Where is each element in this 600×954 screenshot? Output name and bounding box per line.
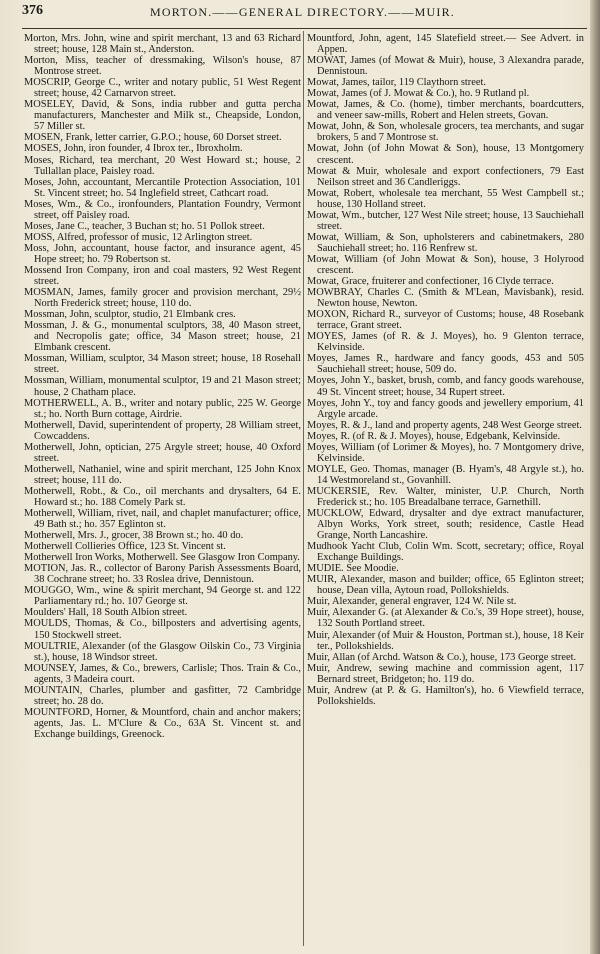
directory-entry: MOSEN, Frank, letter carrier, G.P.O.; house, 60 Dorset street.: [24, 132, 282, 144]
directory-entry: MOUNSEY, James, & Co., brewers, Carlisle; Thos. Train & Co., agents, 3 Madeira court.: [24, 662, 301, 685]
directory-entry: Moyes, James R., hardware and fancy goods, 453 and 505 Sauchiehall street; house, 509 do.: [307, 353, 584, 376]
directory-entry: Motherwell, David, superintendent of property, 28 William street, Cowcaddens.: [24, 419, 301, 442]
directory-entry: Moses, Richard, tea merchant, 20 West Howard st.; house, 2 Tullallan place, Paisley road.: [24, 154, 301, 177]
directory-entry: Mowat & Muir, wholesale and export confectioners, 79 East Neilson street and 36 Candleriggs.: [307, 165, 584, 188]
directory-entry: MOSS, Alfred, professor of music, 12 Arlington street.: [24, 231, 253, 243]
running-title: MORTON.——GENERAL DIRECTORY.——MUIR.: [150, 5, 455, 19]
directory-entry: MOYES, James (of R. & J. Moyes), ho. 9 Glenton terrace, Kelvinside.: [307, 331, 584, 354]
directory-entry: Mowat, Grace, fruiterer and confectioner, 16 Clyde terrace.: [307, 276, 554, 288]
directory-entry: Mossman, John, sculptor, studio, 21 Elmbank cres.: [24, 309, 236, 321]
directory-entry: Moyes, R. & J., land and property agents, 248 West George street.: [307, 419, 582, 431]
directory-entry: MUCKERSIE, Rev. Walter, minister, U.P. Church, North Frederick st.; ho. 105 Breadalbane terrace, Garnethill.: [307, 485, 584, 508]
directory-entry: Mowat, James (of J. Mowat & Co.), ho. 9 Rutland pl.: [307, 88, 530, 100]
directory-entry: Morton, Miss, teacher of dressmaking, Wilson's house, 87 Montrose street.: [24, 55, 301, 78]
book-spine-edge: [590, 0, 600, 954]
directory-entry: Mossman, William, monumental sculptor, 19 and 21 Mason street; house, 2 Chatham place.: [24, 375, 301, 398]
directory-entry: Motherwell, William, rivet, nail, and chaplet manufacturer; office, 49 Bath st.; ho. 357 Eglinton st.: [24, 508, 301, 531]
directory-entry: MOYLE, Geo. Thomas, manager (B. Hyam's, 48 Argyle st.), ho. 14 Westmoreland st., Govanhill.: [307, 463, 584, 486]
directory-entry: Mudhook Yacht Club, Colin Wm. Scott, secretary; office, Royal Exchange Buildings.: [307, 541, 584, 564]
directory-entry: Motherwell, John, optician, 275 Argyle street; house, 40 Oxford street.: [24, 441, 301, 464]
directory-entry: MOSCRIP, George C., writer and notary public, 51 West Regent street; house, 42 Carnarvon street.: [24, 77, 301, 100]
page-header: [22, 3, 587, 25]
directory-entry: Muir, Alexander (of Muir & Houston, Portman st.), house, 18 Keir ter., Pollokshields.: [307, 629, 584, 652]
directory-entry: Mossman, J. & G., monumental sculptors, 38, 40 Mason street, and Necropolis gate; office, 34 Mason street; house, 21 Elmbank crescent.: [24, 320, 301, 354]
directory-entry: Mossend Iron Company, iron and coal masters, 92 West Regent street.: [24, 264, 301, 288]
directory-entry: Moses, Jane C., teacher, 3 Buchan st; ho. 51 Pollok street.: [24, 220, 265, 232]
directory-entry: Muir, Allan (of Archd. Watson & Co.), house, 173 George street.: [307, 651, 577, 663]
directory-entry: Morton, Mrs. John, wine and spirit merchant, 13 and 63 Richard street; house, 128 Main st., Anderston.: [24, 33, 301, 56]
directory-entry: Muir, Andrew (at P. & G. Hamilton's), ho. 6 Viewfield terrace, Pollokshields.: [307, 684, 584, 707]
directory-entry: Mountford, John, agent, 145 Slatefield street.— See Advert. in Appen.: [307, 33, 584, 56]
directory-entry: Motherwell Collieries Office, 123 St. Vincent st.: [24, 541, 226, 553]
directory-entry: Moyes, William (of Lorimer & Moyes), ho. 7 Montgomery drive, Kelvinside.: [307, 441, 584, 464]
directory-entry: MOWBRAY, Charles C. (Smith & M'Lean, Mavisbank), resid. Newton house, Newton.: [307, 287, 584, 310]
directory-entry: Mowat, John, & Son, wholesale grocers, tea merchants, and sugar brokers, 5 and 7 Montrose st.: [307, 121, 584, 144]
directory-entry: Motherwell, Mrs. J., grocer, 38 Brown st.; ho. 40 do.: [24, 530, 244, 542]
directory-entry: MOTION, Jas. R., collector of Barony Parish Assessments Board, 38 Cochrane street; ho. 33 Roslea drive, Dennistoun.: [24, 563, 301, 586]
directory-entry: MOSELEY, David, & Sons, india rubber and gutta percha manufacturers, Manchester and Milk st., Cheapside, London, 57 Miller st.: [24, 99, 301, 133]
directory-entry: MOWAT, James (of Mowat & Muir), house, 3 Alexandra parade, Dennistoun.: [307, 55, 584, 78]
directory-entry: Moyes, John Y., basket, brush, comb, and fancy goods warehouse, 49 St. Vincent street; house, 34 Rupert street.: [307, 375, 584, 398]
directory-entry: Mowat, Wm., butcher, 127 West Nile street; house, 13 Sauchiehall street.: [307, 209, 584, 232]
directory-entry: Mossman, William, sculptor, 34 Mason street; house, 18 Rosehall street.: [24, 353, 301, 376]
header-rule: [22, 28, 587, 29]
directory-entry: Mowat, James, & Co. (home), timber merchants, boardcutters, and veneer saw-mills, Robert and Helen streets, Govan.: [307, 99, 584, 122]
directory-entry: Muir, Andrew, sewing machine and commission agent, 117 Bernard street, Bridgeton; ho. 119 do.: [307, 662, 584, 685]
right-column: [307, 33, 584, 948]
left-column: [24, 33, 301, 948]
directory-entry: MUDIE. See Moodie.: [307, 563, 399, 575]
directory-entry: Mowat, William (of John Mowat & Son), house, 3 Holyrood crescent.: [307, 253, 584, 276]
directory-entry: MOUNTFORD, Horner, & Mountford, chain and anchor makers; agents, Jas. L. M'Clure & Co., 63A St. Vincent st. and Exchange buildings, Greenock.: [24, 706, 301, 740]
directory-entry: Mowat, Robert, wholesale tea merchant, 55 West Campbell st.; house, 130 Holland street.: [307, 187, 584, 210]
directory-entry: Moses, Wm., & Co., ironfounders, Plantation Foundry, Vermont street, off Paisley road.: [24, 198, 301, 221]
directory-entry: MOSES, John, iron founder, 4 Ibrox ter., Ibroxholm.: [24, 143, 243, 155]
directory-entry: Moses, John, accountant, Mercantile Protection Association, 101 St. Vincent street; ho. 54 Inglefield street, Cathcart road.: [24, 176, 301, 199]
column-divider: [303, 31, 304, 946]
directory-entry: MOUGGO, Wm., wine & spirit merchant, 94 George st. and 122 Parliamentary rd.; ho. 107 George st.: [24, 585, 301, 608]
directory-entry: MOUNTAIN, Charles, plumber and gasfitter, 72 Cambridge street; ho. 28 do.: [24, 684, 301, 707]
directory-entry: MUIR, Alexander, mason and builder; office, 65 Eglinton street; house, Dean villa, Aytoun road, Pollokshields.: [307, 574, 584, 597]
directory-entry: MOTHERWELL, A. B., writer and notary public, 225 W. George st.; ho. North Burn cottage, Airdrie.: [24, 397, 301, 420]
directory-entry: Muir, Alexander, general engraver, 124 W. Nile st.: [307, 596, 517, 608]
directory-entry: Moss, John, accountant, house factor, and insurance agent, 45 Hope street; ho. 79 Robertson st.: [24, 242, 301, 265]
directory-entry: MOSMAN, James, family grocer and provision merchant, 29½ North Frederick street; house, 110 do.: [24, 287, 301, 310]
directory-entry: Moulders' Hall, 18 South Albion street.: [24, 607, 188, 619]
directory-entry: Motherwell, Nathaniel, wine and spirit merchant, 125 John Knox street; house, 111 do.: [24, 463, 301, 486]
directory-entry: MOULDS, Thomas, & Co., billposters and advertising agents, 150 Stockwell street.: [24, 618, 301, 641]
directory-entry: Muir, Alexander G. (at Alexander & Co.'s, 39 Hope street), house, 132 South Portland street.: [307, 607, 584, 630]
directory-entry: Mowat, William, & Son, upholsterers and cabinetmakers, 280 Sauchiehall street; ho. 116 Renfrew st.: [307, 231, 584, 254]
directory-entry: Motherwell, Robt., & Co., oil merchants and drysalters, 64 E. Howard st.; ho. 188 Comely Park st.: [24, 485, 301, 508]
page-number: 376: [22, 3, 43, 18]
directory-entry: Moyes, R. (of R. & J. Moyes), house, Edgebank, Kelvinside.: [307, 430, 561, 442]
directory-entry: Mowat, James, tailor, 119 Claythorn street.: [307, 77, 486, 89]
directory-entry: MUCKLOW, Edward, drysalter and dye extract manufacturer, Albyn Works, York street, south; residence, Castle Head Grange, North Lancashire.: [307, 508, 584, 542]
directory-entry: Moyes, John Y., toy and fancy goods and jewellery emporium, 41 Argyle arcade.: [307, 397, 584, 420]
directory-entry: MOULTRIE, Alexander (of the Glasgow Oilskin Co., 73 Virginia st.), house, 18 Windsor street.: [24, 640, 301, 663]
directory-entry: Motherwell Iron Works, Motherwell. See Glasgow Iron Company.: [24, 552, 300, 564]
directory-entry: Mowat, John (of John Mowat & Son), house, 13 Montgomery crescent.: [307, 143, 584, 166]
directory-entry: MOXON, Richard R., surveyor of Customs; house, 48 Rosebank terrace, Grant street.: [307, 309, 584, 332]
